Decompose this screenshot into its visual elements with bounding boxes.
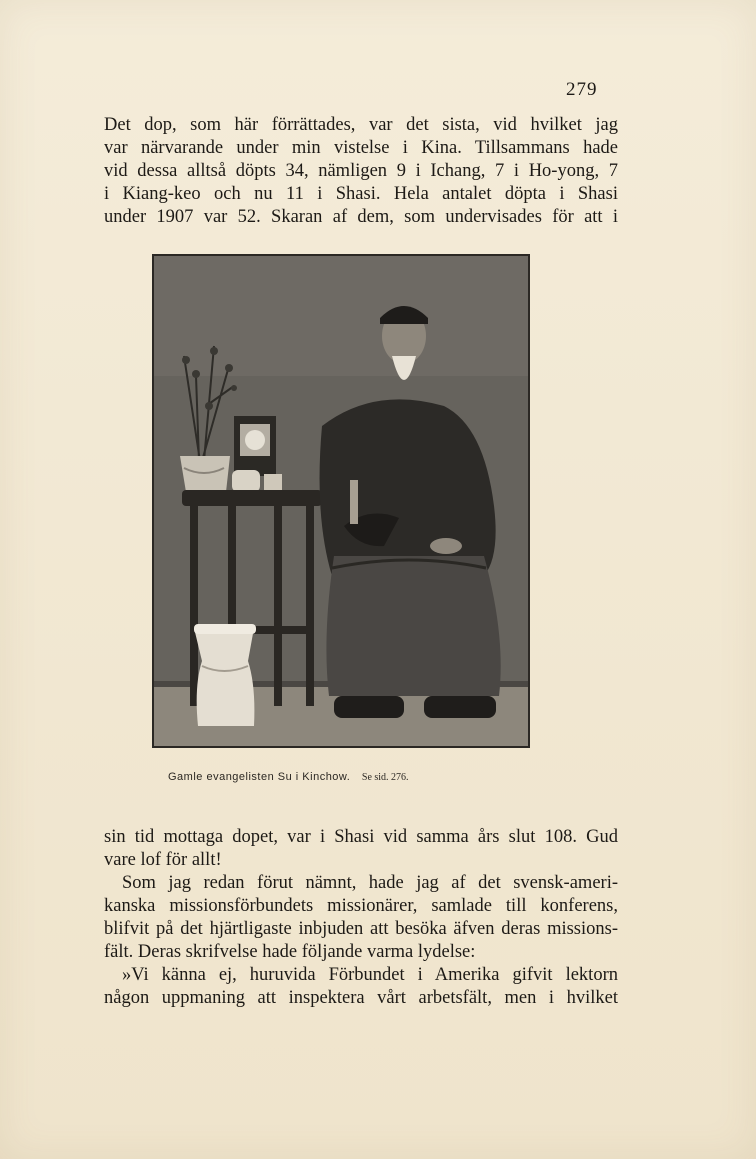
text-line: i Kiang-keo och nu 11 i Shasi. Hela antalet döpta i Shasi	[104, 184, 618, 204]
text-line: Som jag redan förut nämnt, hade jag af det svensk-ameri-	[122, 873, 618, 893]
text-line: Det dop, som här förrättades, var det sista, vid hvilket jag	[104, 115, 618, 135]
text-line: kanska missionsförbundets missionärer, samlade till konferens,	[104, 896, 618, 916]
caption-reference: Se sid. 276.	[361, 772, 409, 783]
portrait-photo	[152, 254, 530, 748]
text-line: blifvit på det hjärtligaste inbjuden att besöka äfven deras missions-	[104, 919, 618, 939]
caption-text: Gamle evangelisten Su i Kinchow.	[168, 771, 351, 783]
text-line: var närvarande under min vistelse i Kina. Tillsammans hade	[104, 138, 618, 158]
paragraph-bottom	[104, 826, 618, 1010]
paragraph-top	[104, 114, 618, 229]
text-line: vid dessa alltså döpts 34, nämligen 9 i Ichang, 7 i Ho-yong, 7	[104, 161, 618, 181]
text-line: under 1907 var 52. Skaran af dem, som undervisades för att i	[104, 207, 618, 227]
text-line: sin tid mottaga dopet, var i Shasi vid samma års slut 108. Gud	[104, 827, 618, 847]
text-line: fält. Deras skrifvelse hade följande varma lydelse:	[104, 942, 476, 962]
figure-caption	[168, 771, 568, 783]
page-number: 279	[566, 79, 598, 100]
text-line: någon uppmaning att inspektera vårt arbetsfält, men i hvilket	[104, 988, 618, 1008]
text-line: vare lof för allt!	[104, 850, 222, 870]
text-line: »Vi känna ej, huruvida Förbundet i Amerika gifvit lektorn	[122, 965, 618, 985]
